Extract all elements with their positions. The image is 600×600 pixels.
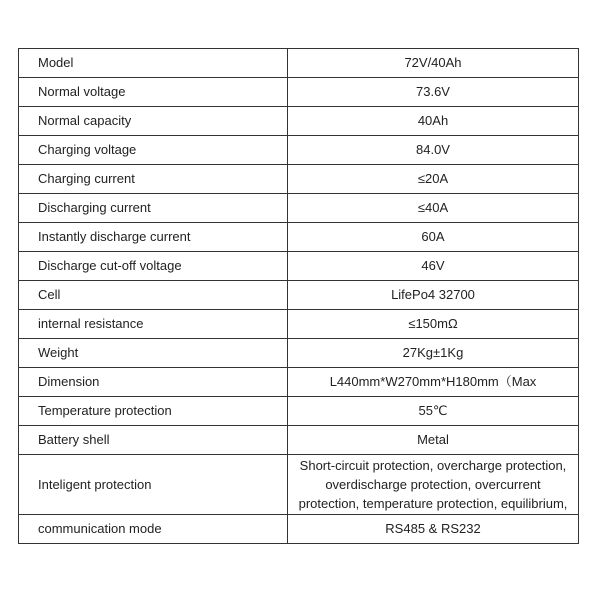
row-value: [288, 455, 579, 515]
row-label: Discharging current: [19, 194, 288, 223]
row-value: L440mm*W270mm*H180mm（Max: [288, 368, 579, 397]
row-label: Normal voltage: [19, 78, 288, 107]
table-row-charging-voltage: [19, 136, 579, 165]
row-label: Model: [19, 49, 288, 78]
row-value: LifePo4 32700: [288, 281, 579, 310]
row-value: ≤20A: [288, 165, 579, 194]
row-value-line: Short-circuit protection, overcharge protection,: [299, 458, 567, 473]
table-row-discharge-cutoff-voltage: [19, 252, 579, 281]
table-row-dimension: [19, 368, 579, 397]
table-row-cell: [19, 281, 579, 310]
row-label: Normal capacity: [19, 107, 288, 136]
table-row-temperature-protection: [19, 397, 579, 426]
spec-table: [18, 48, 579, 544]
row-value: 60A: [288, 223, 579, 252]
table-row-internal-resistance: [19, 310, 579, 339]
row-value: 46V: [288, 252, 579, 281]
row-value-line: protection, temperature protection, equilibrium,: [298, 496, 568, 511]
row-label: Dimension: [19, 368, 288, 397]
table-row-normal-voltage: [19, 78, 579, 107]
row-label: Instantly discharge current: [19, 223, 288, 252]
row-label: Charging voltage: [19, 136, 288, 165]
row-value-line: overdischarge protection, overcurrent: [325, 477, 541, 492]
row-label: Temperature protection: [19, 397, 288, 426]
row-value: ≤40A: [288, 194, 579, 223]
row-label: Charging current: [19, 165, 288, 194]
row-value: 27Kg±1Kg: [288, 339, 579, 368]
table-row-discharging-current: [19, 194, 579, 223]
table-row-battery-shell: [19, 426, 579, 455]
table-row-charging-current: [19, 165, 579, 194]
row-value: ≤150mΩ: [288, 310, 579, 339]
row-value: 84.0V: [288, 136, 579, 165]
row-value: 55℃: [288, 397, 579, 426]
table-row-model: [19, 49, 579, 78]
row-value: RS485 & RS232: [288, 515, 579, 544]
table-row-weight: [19, 339, 579, 368]
table-row-intelligent-protection: [19, 455, 579, 515]
row-value: 72V/40Ah: [288, 49, 579, 78]
table-row-instant-discharge-current: [19, 223, 579, 252]
row-label: communication mode: [19, 515, 288, 544]
table-row-communication-mode: [19, 515, 579, 544]
row-value: 40Ah: [288, 107, 579, 136]
row-value: Metal: [288, 426, 579, 455]
row-label: Inteligent protection: [19, 455, 288, 515]
table-row-normal-capacity: [19, 107, 579, 136]
row-label: Weight: [19, 339, 288, 368]
row-label: Discharge cut-off voltage: [19, 252, 288, 281]
row-value: 73.6V: [288, 78, 579, 107]
row-label: Battery shell: [19, 426, 288, 455]
row-label: internal resistance: [19, 310, 288, 339]
row-label: Cell: [19, 281, 288, 310]
